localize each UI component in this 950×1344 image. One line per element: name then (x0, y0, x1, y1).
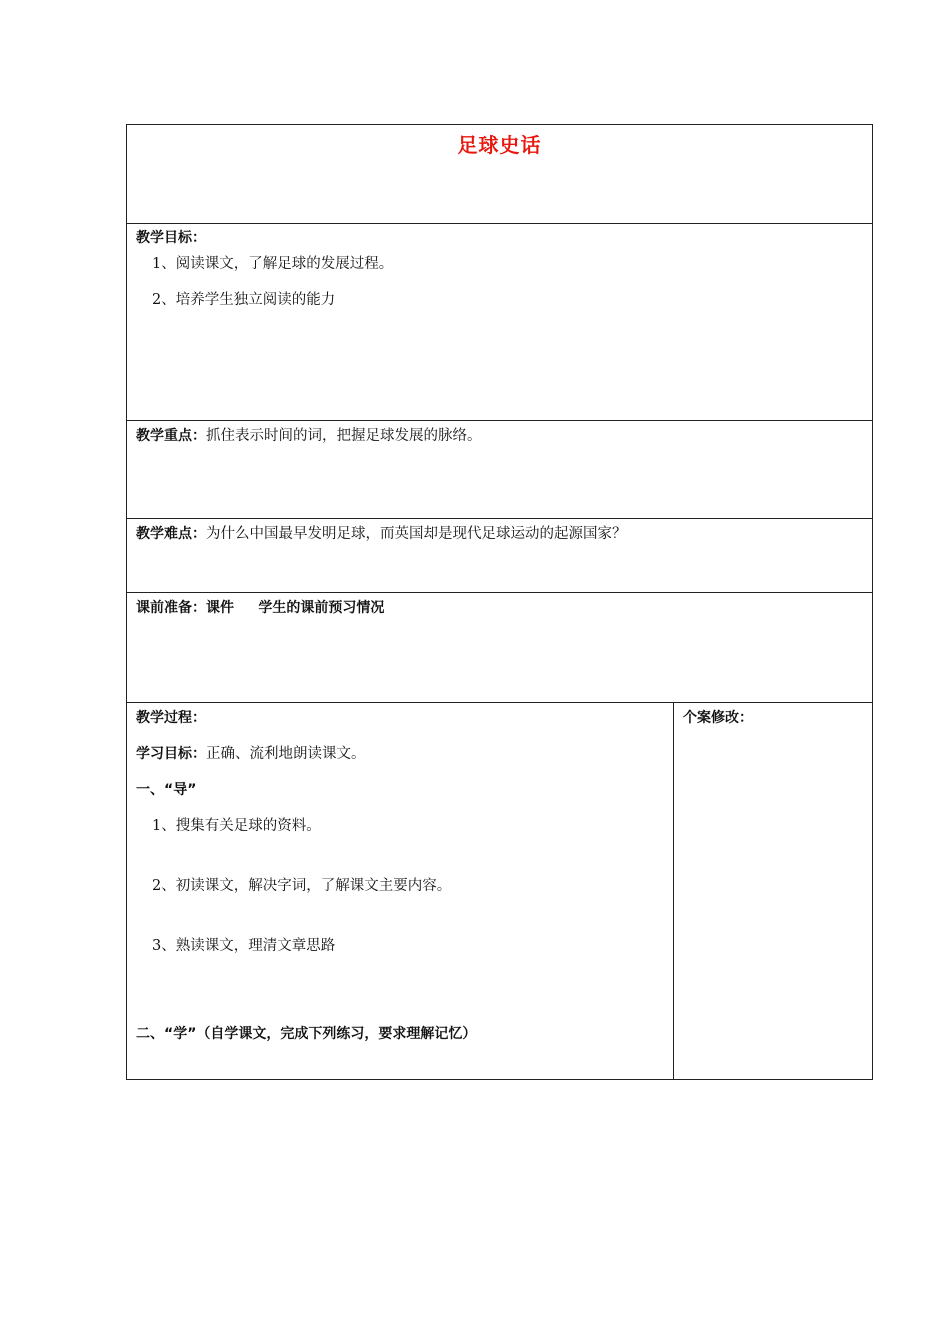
preparation-cell (127, 593, 873, 703)
step-item-3: 3、熟读课文，理清文章思路 (152, 938, 336, 954)
learning-goal (136, 744, 664, 764)
title-cell (127, 125, 873, 224)
learning-goal-text: 正确、流利地朗读课文。 (206, 746, 366, 762)
objective-item-1: 1、阅读课文，了解足球的发展过程。 (152, 256, 394, 272)
step-item-2: 2、初读课文，解决字词，了解课文主要内容。 (152, 878, 452, 894)
key-points-label: 教学重点： (136, 428, 206, 444)
key-points-cell (127, 421, 873, 519)
difficulties-text: 为什么中国最早发明足球，而英国却是现代足球运动的起源国家？ (206, 526, 627, 542)
process-cell (127, 703, 674, 1080)
step-item-1: 1、搜集有关足球的资料。 (152, 818, 321, 834)
process-label: 教学过程： (136, 710, 206, 726)
learning-goal-label: 学习目标： (136, 746, 206, 762)
difficulties-cell (127, 519, 873, 593)
objective-item-2: 2、培养学生独立阅读的能力 (152, 292, 336, 308)
objectives-cell (127, 224, 873, 421)
objectives-label: 教学目标： (136, 230, 206, 246)
key-points-text: 抓住表示时间的词，把握足球发展的脉络。 (206, 428, 482, 444)
section-guide-heading: 一、“导” (136, 782, 197, 798)
preparation-label: 课前准备： (136, 600, 206, 616)
preparation-text: 课件 学生的课前预习情况 (206, 600, 385, 616)
section-study-heading: 二、“学”（自学课文，完成下列练习，要求理解记忆） (136, 1026, 477, 1042)
page-title: 足球史话 (457, 133, 542, 157)
difficulties-label: 教学难点： (136, 526, 206, 542)
revision-cell (674, 703, 873, 1080)
lesson-plan-table (126, 124, 873, 1080)
revision-label: 个案修改： (683, 710, 753, 726)
